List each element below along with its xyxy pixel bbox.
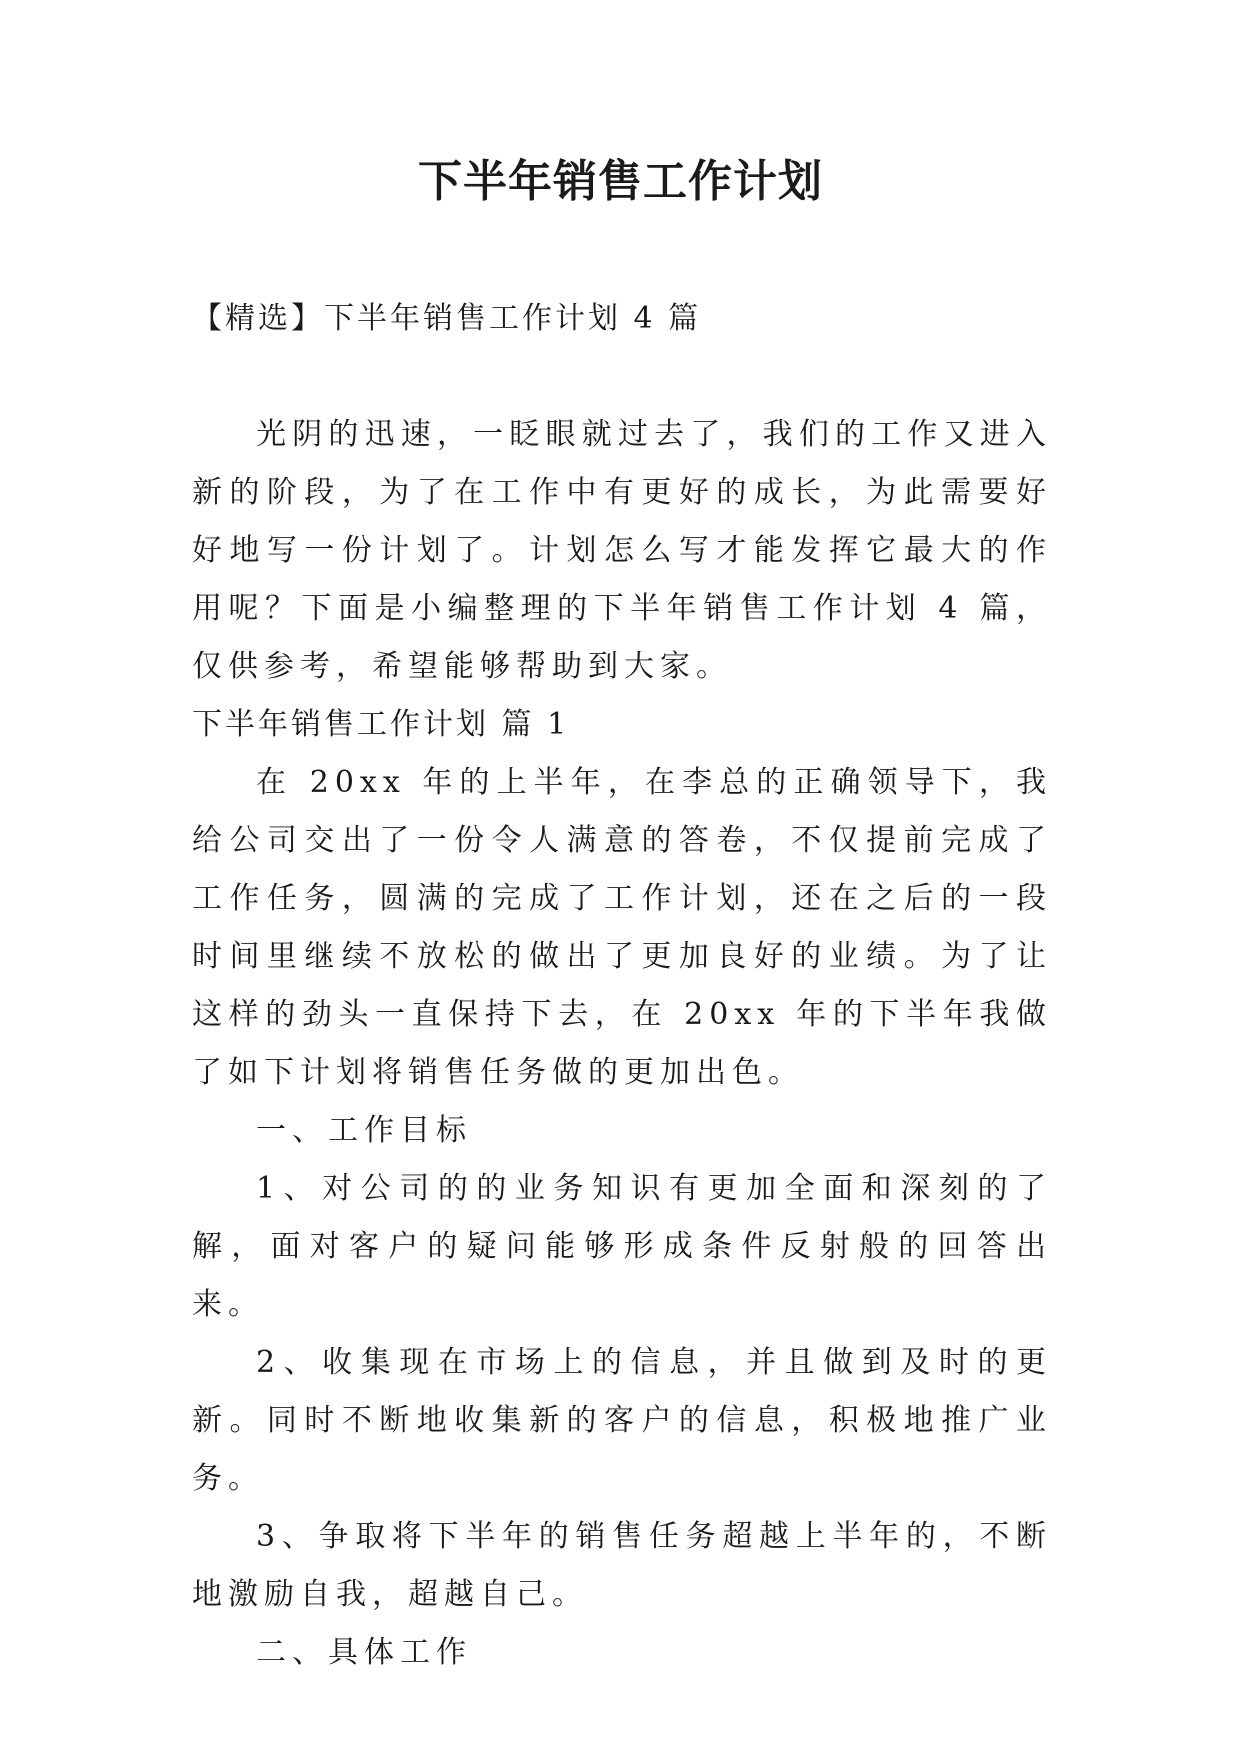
work-heading: 二、具体工作 (256, 1635, 472, 1670)
goal-item-1: 1、对公司的的业务知识有更加全面和深刻的了解，面对客户的疑问能够形成条件反射般的回答出来。 (192, 1171, 1052, 1322)
paragraph-1: 在 20xx 年的上半年，在李总的正确领导下，我给公司交出了一份令人满意的答卷，不仅提前完成了工作任务，圆满的完成了工作计划，还在之后的一段时间里继续不放松的做出了更加良好的业绩。为了让这样的劲头一直保持下去，在 20xx 年的下半年我做了如下计划将销售任务做的更加出色。 (192, 765, 1052, 1090)
goal-item-3: 3、争取将下半年的销售任务超越上半年的，不断地激励自我，超越自己。 (192, 1519, 1052, 1612)
goal-heading: 一、工作目标 (256, 1113, 472, 1148)
document-subtitle: 【精选】下半年销售工作计划 4 篇 (192, 301, 702, 336)
intro-paragraph: 光阴的迅速，一眨眼就过去了，我们的工作又进入新的阶段，为了在工作中有更好的成长，为此需要好好地写一份计划了。计划怎么写才能发挥它最大的作用呢？下面是小编整理的下半年销售工作计划 4 篇，仅供参考，希望能够帮助到大家。 (192, 417, 1052, 684)
section-heading: 下半年销售工作计划 篇 1 (192, 707, 570, 742)
goal-item-2: 2、收集现在市场上的信息，并且做到及时的更新。同时不断地收集新的客户的信息，积极地推广业务。 (192, 1345, 1052, 1496)
document-title: 下半年销售工作计划 (418, 156, 823, 207)
document-body (192, 290, 1052, 1682)
